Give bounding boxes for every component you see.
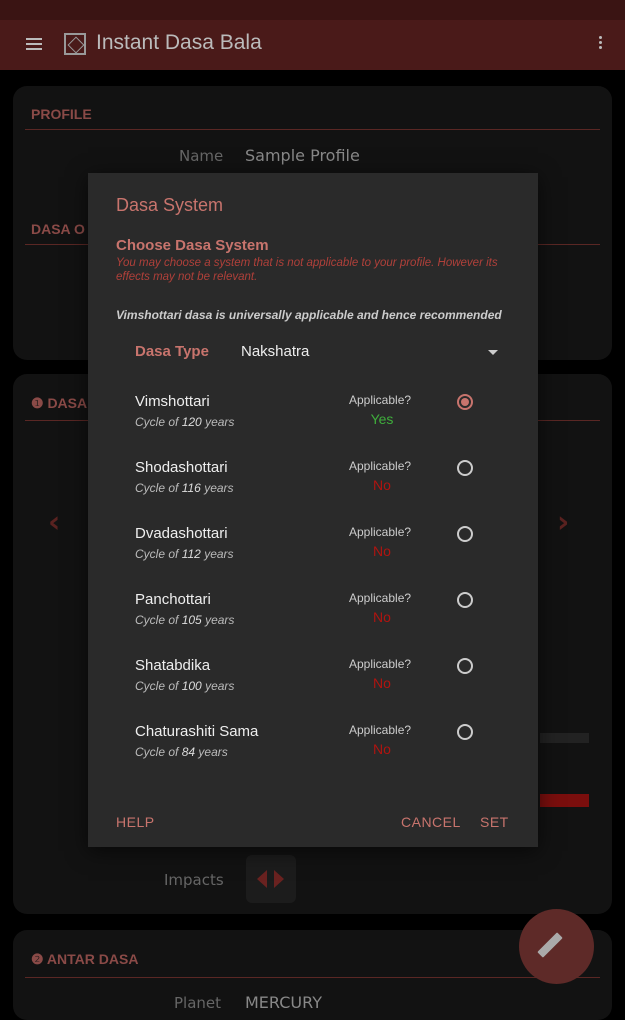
dasa-option-radio[interactable]	[457, 394, 473, 410]
dasa-option-cycle: Cycle of 112 years	[135, 547, 234, 561]
dasa-option-cycle: Cycle of 100 years	[135, 679, 235, 693]
divider	[25, 977, 600, 978]
dasa-option-name: Chaturashiti Sama	[135, 723, 259, 740]
dasa-system-dialog	[88, 173, 538, 847]
applicable-value: No	[373, 675, 391, 691]
name-label: Name	[179, 147, 224, 165]
dasa-option-name: Shodashottari	[135, 459, 228, 476]
dasa-option-cycle: Cycle of 120 years	[135, 415, 235, 429]
dasa-option-radio[interactable]	[457, 460, 473, 476]
applicable-label: Applicable?	[349, 591, 412, 605]
dasa-type-value: Nakshatra	[241, 343, 310, 360]
app-logo-icon	[64, 33, 86, 55]
dasa-option-cycle: Cycle of 84 years	[135, 745, 228, 759]
impacts-label: Impacts	[164, 871, 224, 889]
next-arrow-icon[interactable]: ›	[557, 505, 570, 540]
planet-value: MERCURY	[245, 993, 322, 1012]
edit-fab-button[interactable]	[519, 909, 594, 984]
dasa-option-row[interactable]	[88, 723, 538, 789]
dialog-note: You may choose a system that is not applicable to your profile. However its effects may not be relevant.	[116, 257, 498, 283]
planet-label: Planet	[174, 994, 222, 1012]
pencil-icon	[537, 932, 562, 957]
dasa-option-row[interactable]	[88, 657, 538, 723]
dialog-subtitle: Choose Dasa System	[116, 237, 269, 254]
strength-bar-fill	[540, 794, 589, 807]
antar-dasa-section-title: ❷ ANTAR DASA	[31, 951, 139, 967]
dasa-option-name: Vimshottari	[135, 393, 210, 410]
applicable-label: Applicable?	[349, 393, 412, 407]
profile-section-title: PROFILE	[31, 106, 92, 122]
dasa-option-cycle: Cycle of 105 years	[135, 613, 235, 627]
set-button[interactable]: SET	[480, 814, 509, 830]
help-button[interactable]: HELP	[116, 814, 155, 830]
dasa-type-label: Dasa Type	[135, 343, 209, 360]
dasa-option-row[interactable]	[88, 459, 538, 525]
dasa-option-name: Dvadashottari	[135, 525, 228, 542]
applicable-value: No	[373, 543, 391, 559]
dasa-option-row[interactable]	[88, 393, 538, 459]
dasa-option-radio[interactable]	[457, 592, 473, 608]
dasa-option-name: Shatabdika	[135, 657, 211, 674]
dasa-type-select[interactable]	[233, 337, 498, 367]
dasa-option-name: Panchottari	[135, 591, 211, 608]
dasa-option-radio[interactable]	[457, 526, 473, 542]
applicable-value: No	[373, 477, 391, 493]
status-bar	[0, 0, 625, 20]
applicable-label: Applicable?	[349, 723, 412, 737]
dasa-option-row[interactable]	[88, 591, 538, 657]
dasa-option-cycle: Cycle of 116 years	[135, 481, 234, 495]
applicable-label: Applicable?	[349, 657, 412, 671]
dasa-overview-section-title: DASA O	[31, 221, 85, 237]
strength-bar-track	[540, 733, 589, 743]
dropdown-caret-icon	[488, 350, 498, 355]
dasa-option-radio[interactable]	[457, 724, 473, 740]
applicable-value: No	[373, 609, 391, 625]
divider	[25, 129, 600, 130]
applicable-label: Applicable?	[349, 525, 412, 539]
recommendation-text: Vimshottari dasa is universally applicable and hence recommended	[116, 308, 502, 322]
previous-arrow-icon[interactable]: ‹	[48, 505, 61, 540]
app-title: Instant Dasa Bala	[96, 31, 262, 54]
menu-icon[interactable]	[26, 38, 42, 52]
applicable-value: No	[373, 741, 391, 757]
dasa-option-radio[interactable]	[457, 658, 473, 674]
name-value: Sample Profile	[245, 146, 360, 165]
overflow-menu-icon[interactable]	[599, 36, 603, 51]
dasa-option-row[interactable]	[88, 525, 538, 591]
impacts-toggle-button[interactable]	[246, 855, 296, 903]
dialog-title: Dasa System	[116, 195, 224, 215]
applicable-value: Yes	[370, 411, 394, 427]
app-bar	[0, 20, 625, 70]
dasa-section-title: ❶ DASA	[31, 395, 88, 411]
applicable-label: Applicable?	[349, 459, 412, 473]
cancel-button[interactable]: CANCEL	[401, 814, 461, 830]
